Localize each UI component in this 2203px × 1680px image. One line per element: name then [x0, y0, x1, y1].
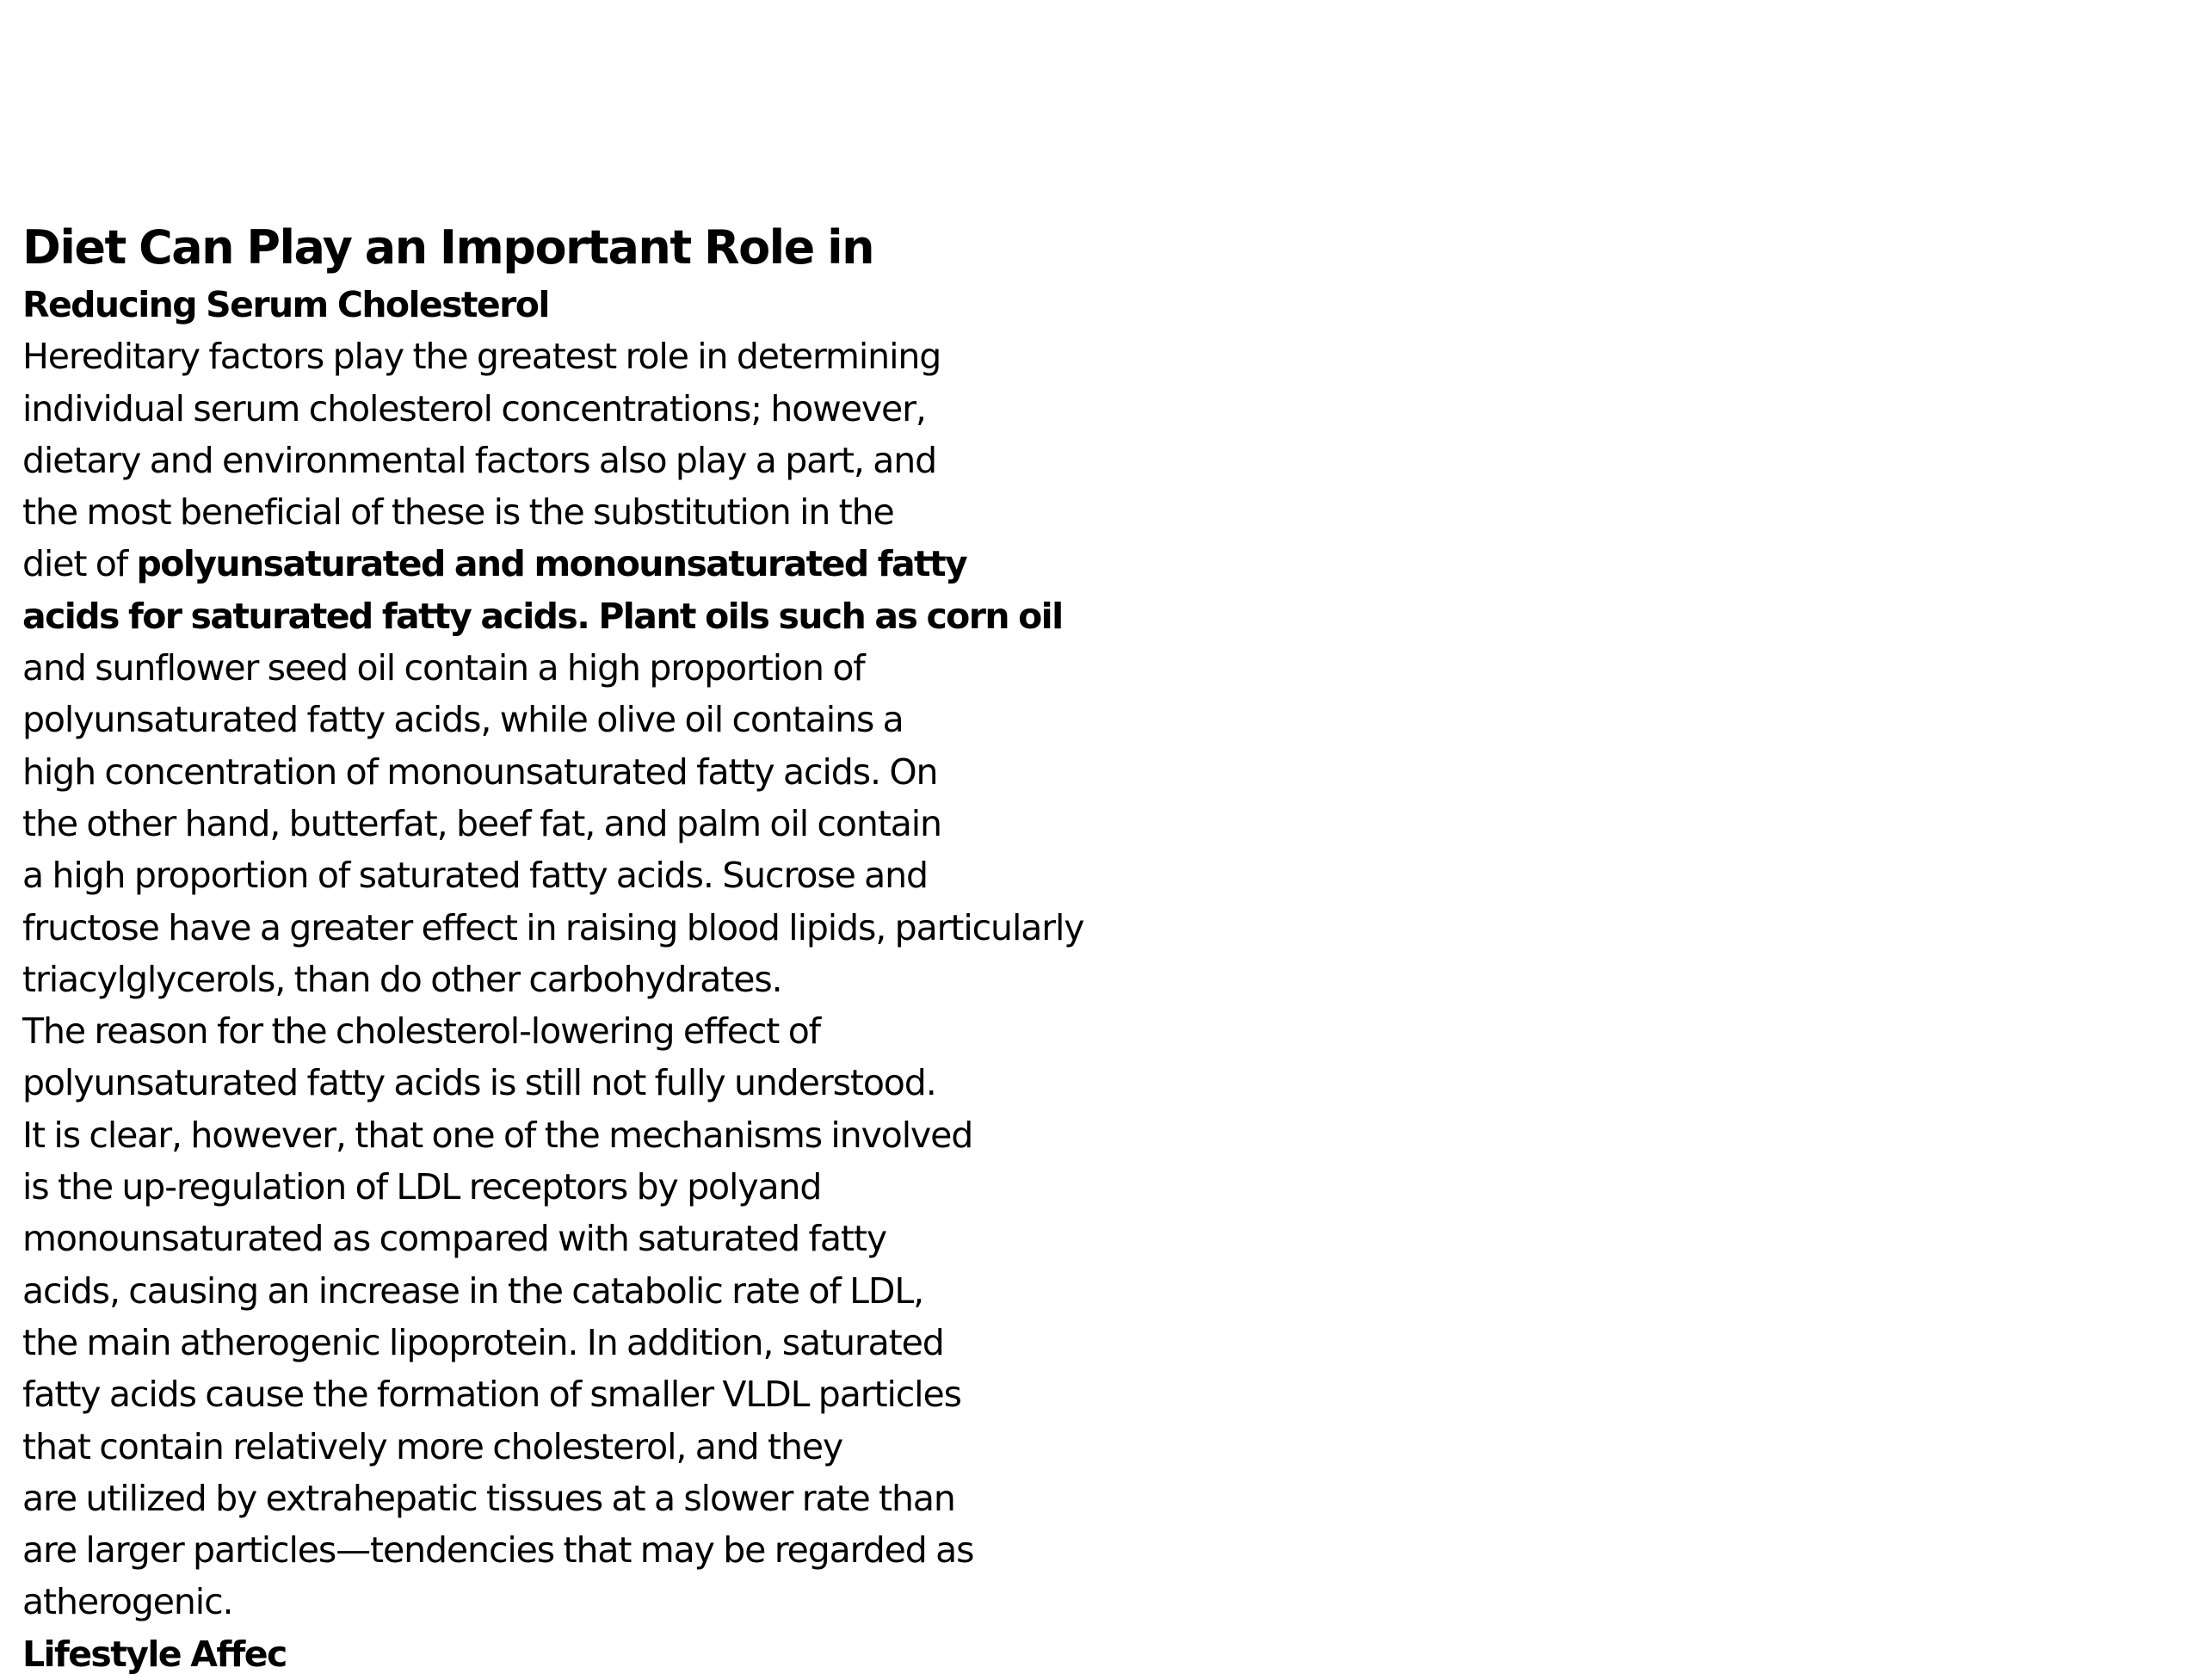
body-line: The reason for the cholesterol-lowering effect of [22, 1010, 821, 1053]
body-line: dietary and environmental factors also play a part, and [22, 439, 937, 481]
body-line: triacylglycerols, than do other carbohydrates. [22, 958, 782, 1000]
body-line: are utilized by extrahepatic tissues at a slower rate than [22, 1477, 955, 1519]
body-line: the other hand, butterfat, beef fat, and palm oil contain [22, 802, 941, 844]
body-line: fructose have a greater effect in raising blood lipids, particularly [22, 906, 1084, 948]
body-line: individual serum cholesterol concentrations; however, [22, 387, 926, 429]
body-line: are larger particles—tendencies that may be regarded as [22, 1529, 974, 1572]
body-text-bold: polyunsaturated and monounsaturated fatty [136, 543, 967, 585]
body-line: the most beneficial of these is the substitution in the [22, 491, 894, 534]
next-section-heading: Lifestyle Affec [22, 1633, 287, 1675]
body-line-bold: acids for saturated fatty acids. Plant oils such as corn oil [22, 595, 1063, 637]
body-line: is the up-regulation of LDL receptors by polyand [22, 1166, 822, 1208]
body-text: diet of [22, 543, 137, 585]
slide-content [22, 217, 1227, 1680]
body-line: It is clear, however, that one of the mechanisms involved [22, 1114, 973, 1156]
body-line: the main atherogenic lipoprotein. In addition, saturated [22, 1321, 944, 1363]
body-line: fatty acids cause the formation of smaller VLDL particles [22, 1374, 961, 1416]
slide-title: Diet Can Play an Important Role in [22, 220, 874, 275]
body-line: Hereditary factors play the greatest role in determining [22, 336, 941, 378]
body-line: polyunsaturated fatty acids, while olive oil contains a [22, 699, 904, 741]
body-line: that contain relatively more cholesterol, and they [22, 1425, 843, 1467]
slide-subtitle: Reducing Serum Cholesterol [22, 284, 549, 325]
body-line: atherogenic. [22, 1581, 233, 1623]
body-line: monounsaturated as compared with saturated fatty [22, 1218, 886, 1260]
body-line: and sunflower seed oil contain a high proportion of [22, 647, 865, 689]
body-line: a high proportion of saturated fatty acids. Sucrose and [22, 855, 928, 897]
body-line: acids, causing an increase in the catabolic rate of LDL, [22, 1269, 924, 1312]
body-line: polyunsaturated fatty acids is still not fully understood. [22, 1062, 936, 1104]
body-line: high concentration of monounsaturated fatty acids. On [22, 750, 938, 793]
body-line-mixed [22, 538, 1227, 590]
